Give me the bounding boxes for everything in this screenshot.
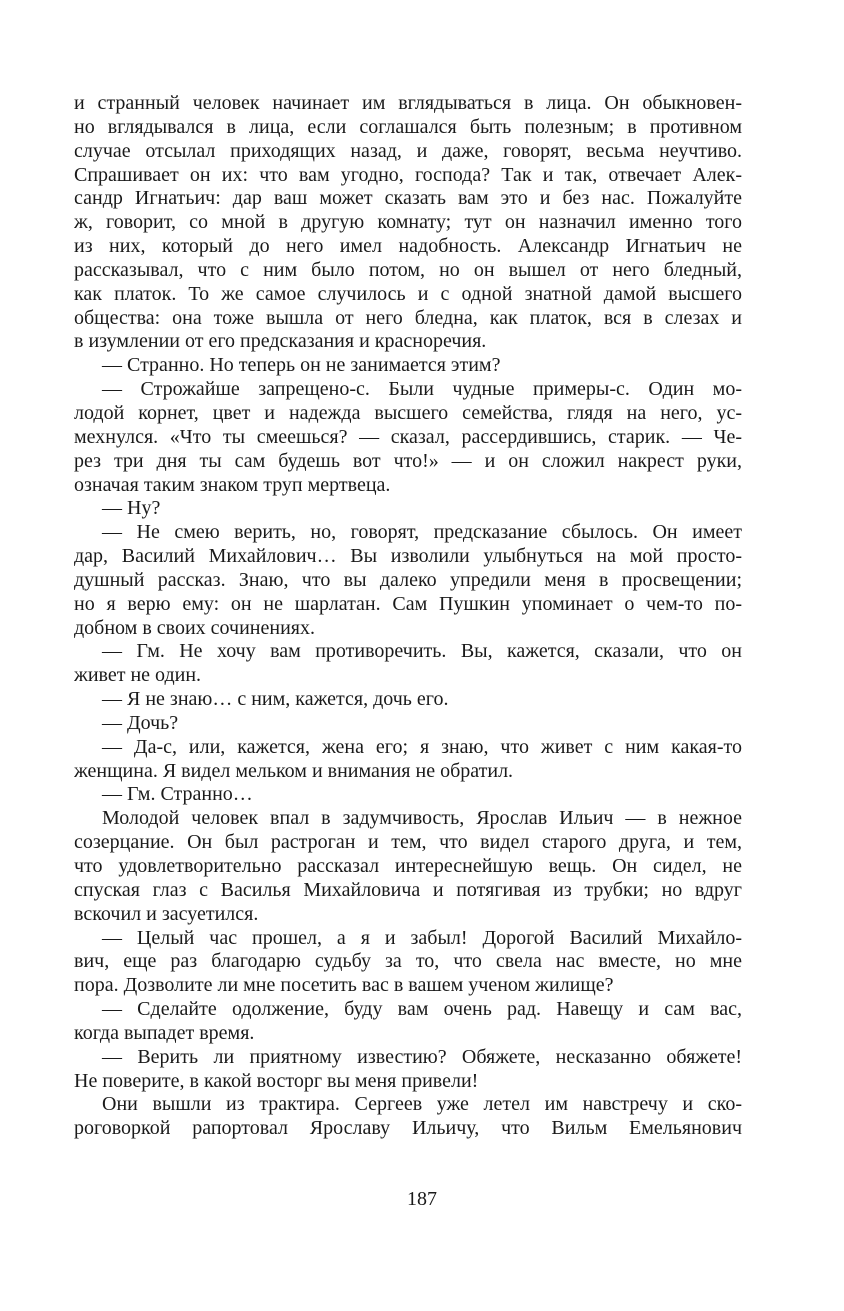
text-line: рез три дня ты сам будешь вот что!» — и он сложил накрест руки,: [74, 449, 742, 472]
text-line: но вглядывался в лица, если соглашался быть полезным; в противном: [74, 115, 742, 138]
text-line: как платок. То же самое случилось и с одной знатной дамой высшего: [74, 282, 742, 305]
text-line: мехнулся. «Что ты смеешься? — сказал, рассердившись, старик. — Че-: [74, 425, 742, 448]
text-line: вич, еще раз благодарю судьбу за то, что свела нас вместе, но мне: [74, 950, 742, 973]
text-line: — Сделайте одолжение, буду вам очень рад. Навещу и сам вас,: [102, 998, 742, 1021]
text-line: Молодой человек впал в задумчивость, Ярослав Ильич — в нежное: [102, 807, 742, 830]
text-line: рассказывал, что с ним было потом, но он вышел от него бледный,: [74, 258, 742, 281]
text-line: Спрашивает он их: что вам угодно, господа? Так и так, отвечает Алек-: [74, 163, 742, 186]
text-line: из них, который до него имел надобность. Александр Игнатьич не: [74, 235, 742, 258]
body-text: [74, 92, 742, 1141]
text-line: душный рассказ. Знаю, что вы далеко упредили меня в просвещении;: [74, 568, 742, 591]
text-line: живет не один.: [74, 664, 202, 687]
text-line: женщина. Я видел мельком и внимания не обратил.: [74, 759, 514, 782]
text-line: — Дочь?: [102, 711, 179, 734]
text-line: что удовлетворительно рассказал интереснейшую вещь. Он сидел, не: [74, 855, 742, 877]
text-line: — Строжайше запрещено-с. Были чудные примеры-с. Один мо-: [102, 378, 742, 401]
text-line: — Гм. Не хочу вам противоречить. Вы, кажется, сказали, что он: [102, 640, 742, 663]
text-line: — Ну?: [102, 497, 161, 520]
text-line: — Я не знаю… с ним, кажется, дочь его.: [102, 688, 449, 711]
text-line: но я верю ему: он не шарлатан. Сам Пушкин упоминает о чем-то по-: [74, 592, 742, 615]
text-line: спуская глаз с Василья Михайловича и потягивая из трубки; но вдруг: [74, 878, 742, 901]
text-line: случае отсылал приходящих назад, и даже, говорят, весьма неучтиво.: [74, 139, 742, 162]
text-line: в изумлении от его предсказания и красноречия.: [74, 330, 487, 353]
text-line: — Гм. Странно…: [102, 783, 253, 806]
text-line: и странный человек начинает им вглядываться в лица. Он обыкновен-: [74, 92, 742, 114]
text-line: — Да-с, или, кажется, жена его; я знаю, что живет с ним какая-то: [102, 735, 742, 758]
text-line: — Верить ли приятному известию? Обяжете, несказанно обяжете!: [102, 1045, 742, 1068]
text-line: пора. Дозволите ли мне посетить вас в вашем ученом жилище?: [74, 974, 614, 997]
text-line: роговоркой рапортовал Ярославу Ильичу, что Вильм Емельянович: [74, 1117, 742, 1140]
text-line: сандр Игнатьич: дар ваш может сказать вам это и без нас. Пожалуйте: [74, 187, 742, 210]
text-line: — Целый час прошел, а я и забыл! Дорогой Василий Михайло-: [102, 926, 742, 949]
text-line: созерцание. Он был растроган и тем, что видел старого друга, и тем,: [74, 831, 742, 854]
text-line: означая таким знаком труп мертвеца.: [74, 473, 391, 496]
text-line: лодой корнет, цвет и надежда высшего семейства, глядя на него, ус-: [74, 401, 742, 424]
text-line: ж, говорит, со мной в другую комнату; тут он назначил именно того: [74, 211, 742, 234]
text-line: когда выпадет время.: [74, 1021, 255, 1044]
text-line: общества: она тоже вышла от него бледна, как платок, вся в слезах и: [74, 306, 742, 329]
text-line: — Странно. Но теперь он не занимается этим?: [102, 354, 501, 377]
page-number: 187: [407, 1188, 437, 1210]
text-line: дар, Василий Михайлович… Вы изволили улыбнуться на мой просто-: [74, 545, 742, 568]
text-line: — Не смею верить, но, говорят, предсказание сбылось. Он имеет: [102, 521, 742, 544]
text-line: вскочил и засуетился.: [74, 902, 259, 925]
text-line: Они вышли из трактира. Сергеев уже летел им навстречу и ско-: [102, 1093, 742, 1116]
text-line: Не поверите, в какой восторг вы меня привели!: [74, 1069, 479, 1092]
text-line: добном в своих сочинениях.: [74, 616, 315, 639]
